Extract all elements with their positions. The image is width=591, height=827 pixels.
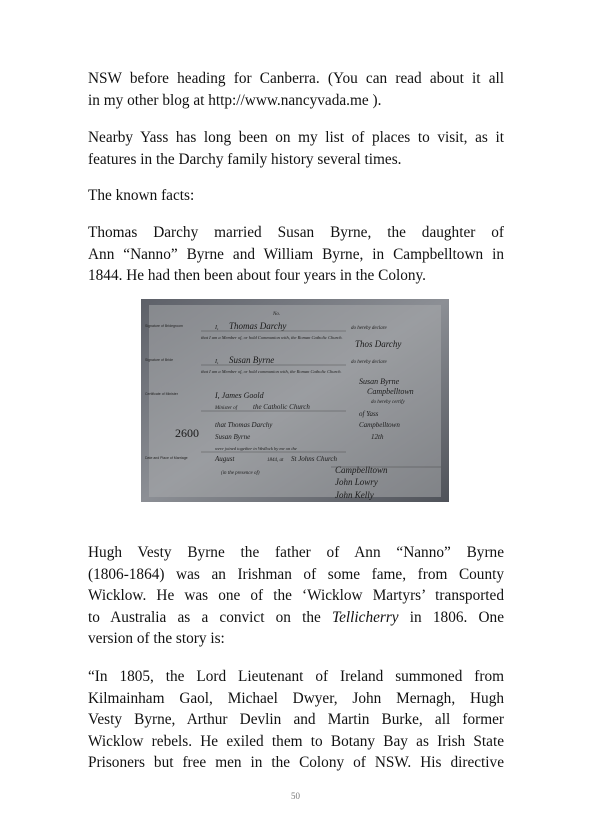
paragraph-marriage [88, 222, 504, 287]
svg-text:Campbelltown: Campbelltown [367, 387, 414, 396]
svg-text:2600: 2600 [175, 426, 199, 440]
cert-no: No. [273, 312, 281, 317]
text-line: Vesty Byrne, Arthur Devlin and Martin Burke, all former [88, 711, 504, 728]
text-line-tellicherry [88, 607, 504, 629]
text-line: Wicklow. He was one of the ‘Wicklow Martyrs’ transported [88, 587, 504, 604]
text-line: (1806-1864) was an Irishman of some fame, from County [88, 565, 504, 583]
svg-text:do hereby declare: do hereby declare [351, 360, 387, 365]
svg-text:1844, at: 1844, at [267, 458, 284, 463]
text-line: “In 1805, the Lord Lieutenant of Ireland summoned from [88, 668, 504, 685]
text-line: Ann “Nanno” Byrne and William Byrne, in Campbelltown in [88, 245, 504, 263]
text-line: Thomas Darchy married Susan Byrne, the daughter of [88, 224, 504, 241]
paragraph-yass [88, 127, 504, 170]
marriage-certificate-image [141, 299, 449, 502]
svg-text:Signature of Bridegroom: Signature of Bridegroom [145, 324, 183, 328]
text-line: Hugh Vesty Byrne the father of Ann “Nanno” Byrne [88, 544, 504, 561]
paragraph-hugh-vesty-byrne [88, 542, 504, 650]
svg-text:Date and Place of Marriage: Date and Place of Marriage [145, 456, 188, 460]
svg-text:(in the presence of): (in the presence of) [221, 471, 260, 476]
text-fragment: in 1806. One [398, 608, 504, 626]
svg-text:Susan Byrne: Susan Byrne [359, 377, 400, 386]
text-line: version of the story is: [88, 630, 225, 647]
svg-text:I, James Goold: I, James Goold [215, 391, 264, 400]
svg-text:I,: I, [215, 359, 219, 365]
paragraph-known-facts [88, 185, 504, 207]
text-line: Wicklow rebels. He exiled them to Botany Bay as Irish State [88, 732, 504, 750]
svg-text:do hereby certify: do hereby certify [371, 400, 405, 405]
text-line: Nearby Yass has long been on my list of places to visit, as it [88, 129, 504, 146]
svg-text:the Catholic Church: the Catholic Church [253, 403, 310, 411]
text-line: Prisoners but free men in the Colony of NSW. His directive [88, 754, 504, 771]
svg-text:that I am a Member of, or hold: that I am a Member of, or hold communion with, the Roman Catholic Church. [201, 369, 342, 374]
ship-name: Tellicherry [332, 608, 399, 626]
paragraph-canberra [88, 68, 504, 111]
svg-text:Thos Darchy: Thos Darchy [355, 339, 402, 349]
svg-text:12th: 12th [371, 433, 384, 441]
text-line: Kilmainham Gaol, Michael Dwyer, John Mernagh, Hugh [88, 689, 504, 707]
text-line: The known facts: [88, 187, 195, 204]
svg-text:Campbelltown: Campbelltown [335, 465, 388, 475]
text-line: features in the Darchy family history several times. [88, 150, 402, 168]
svg-text:I,: I, [215, 325, 219, 331]
svg-text:Certificate of Minister: Certificate of Minister [145, 392, 178, 396]
svg-text:Signature of Bride: Signature of Bride [145, 358, 174, 362]
svg-text:John Lowry: John Lowry [335, 477, 378, 487]
page-number: 50 [291, 791, 300, 801]
text-line: NSW before heading for Canberra. (You can read about it all [88, 70, 504, 87]
svg-text:do hereby declare: do hereby declare [351, 326, 387, 331]
svg-text:of Yass: of Yass [359, 410, 379, 418]
text-line: 1844. He had then been about four years in the Colony. [88, 267, 427, 284]
svg-text:John Kelly: John Kelly [335, 490, 374, 500]
text-fragment: to Australia as a convict on the [88, 608, 333, 626]
svg-text:St Johns Church: St Johns Church [291, 455, 338, 463]
svg-text:Thomas Darchy: Thomas Darchy [229, 321, 287, 331]
paragraph-quote [88, 666, 504, 774]
svg-text:were joined together in Wedloc: were joined together in Wedlock by me on the [215, 446, 297, 451]
svg-text:that Thomas Darchy: that Thomas Darchy [215, 421, 273, 429]
svg-text:August: August [215, 455, 235, 463]
svg-text:that I am a Member of, or hold: that I am a Member of, or hold Communion with, the Roman Catholic Church. [201, 335, 343, 340]
svg-text:Minister of: Minister of [215, 406, 238, 411]
svg-text:Susan Byrne: Susan Byrne [215, 433, 251, 441]
svg-text:Susan Byrne: Susan Byrne [229, 355, 275, 365]
text-line: in my other blog at http://www.nancyvada.me ). [88, 91, 382, 109]
svg-text:Campbelltown: Campbelltown [359, 421, 400, 429]
certificate-photo [141, 299, 449, 502]
